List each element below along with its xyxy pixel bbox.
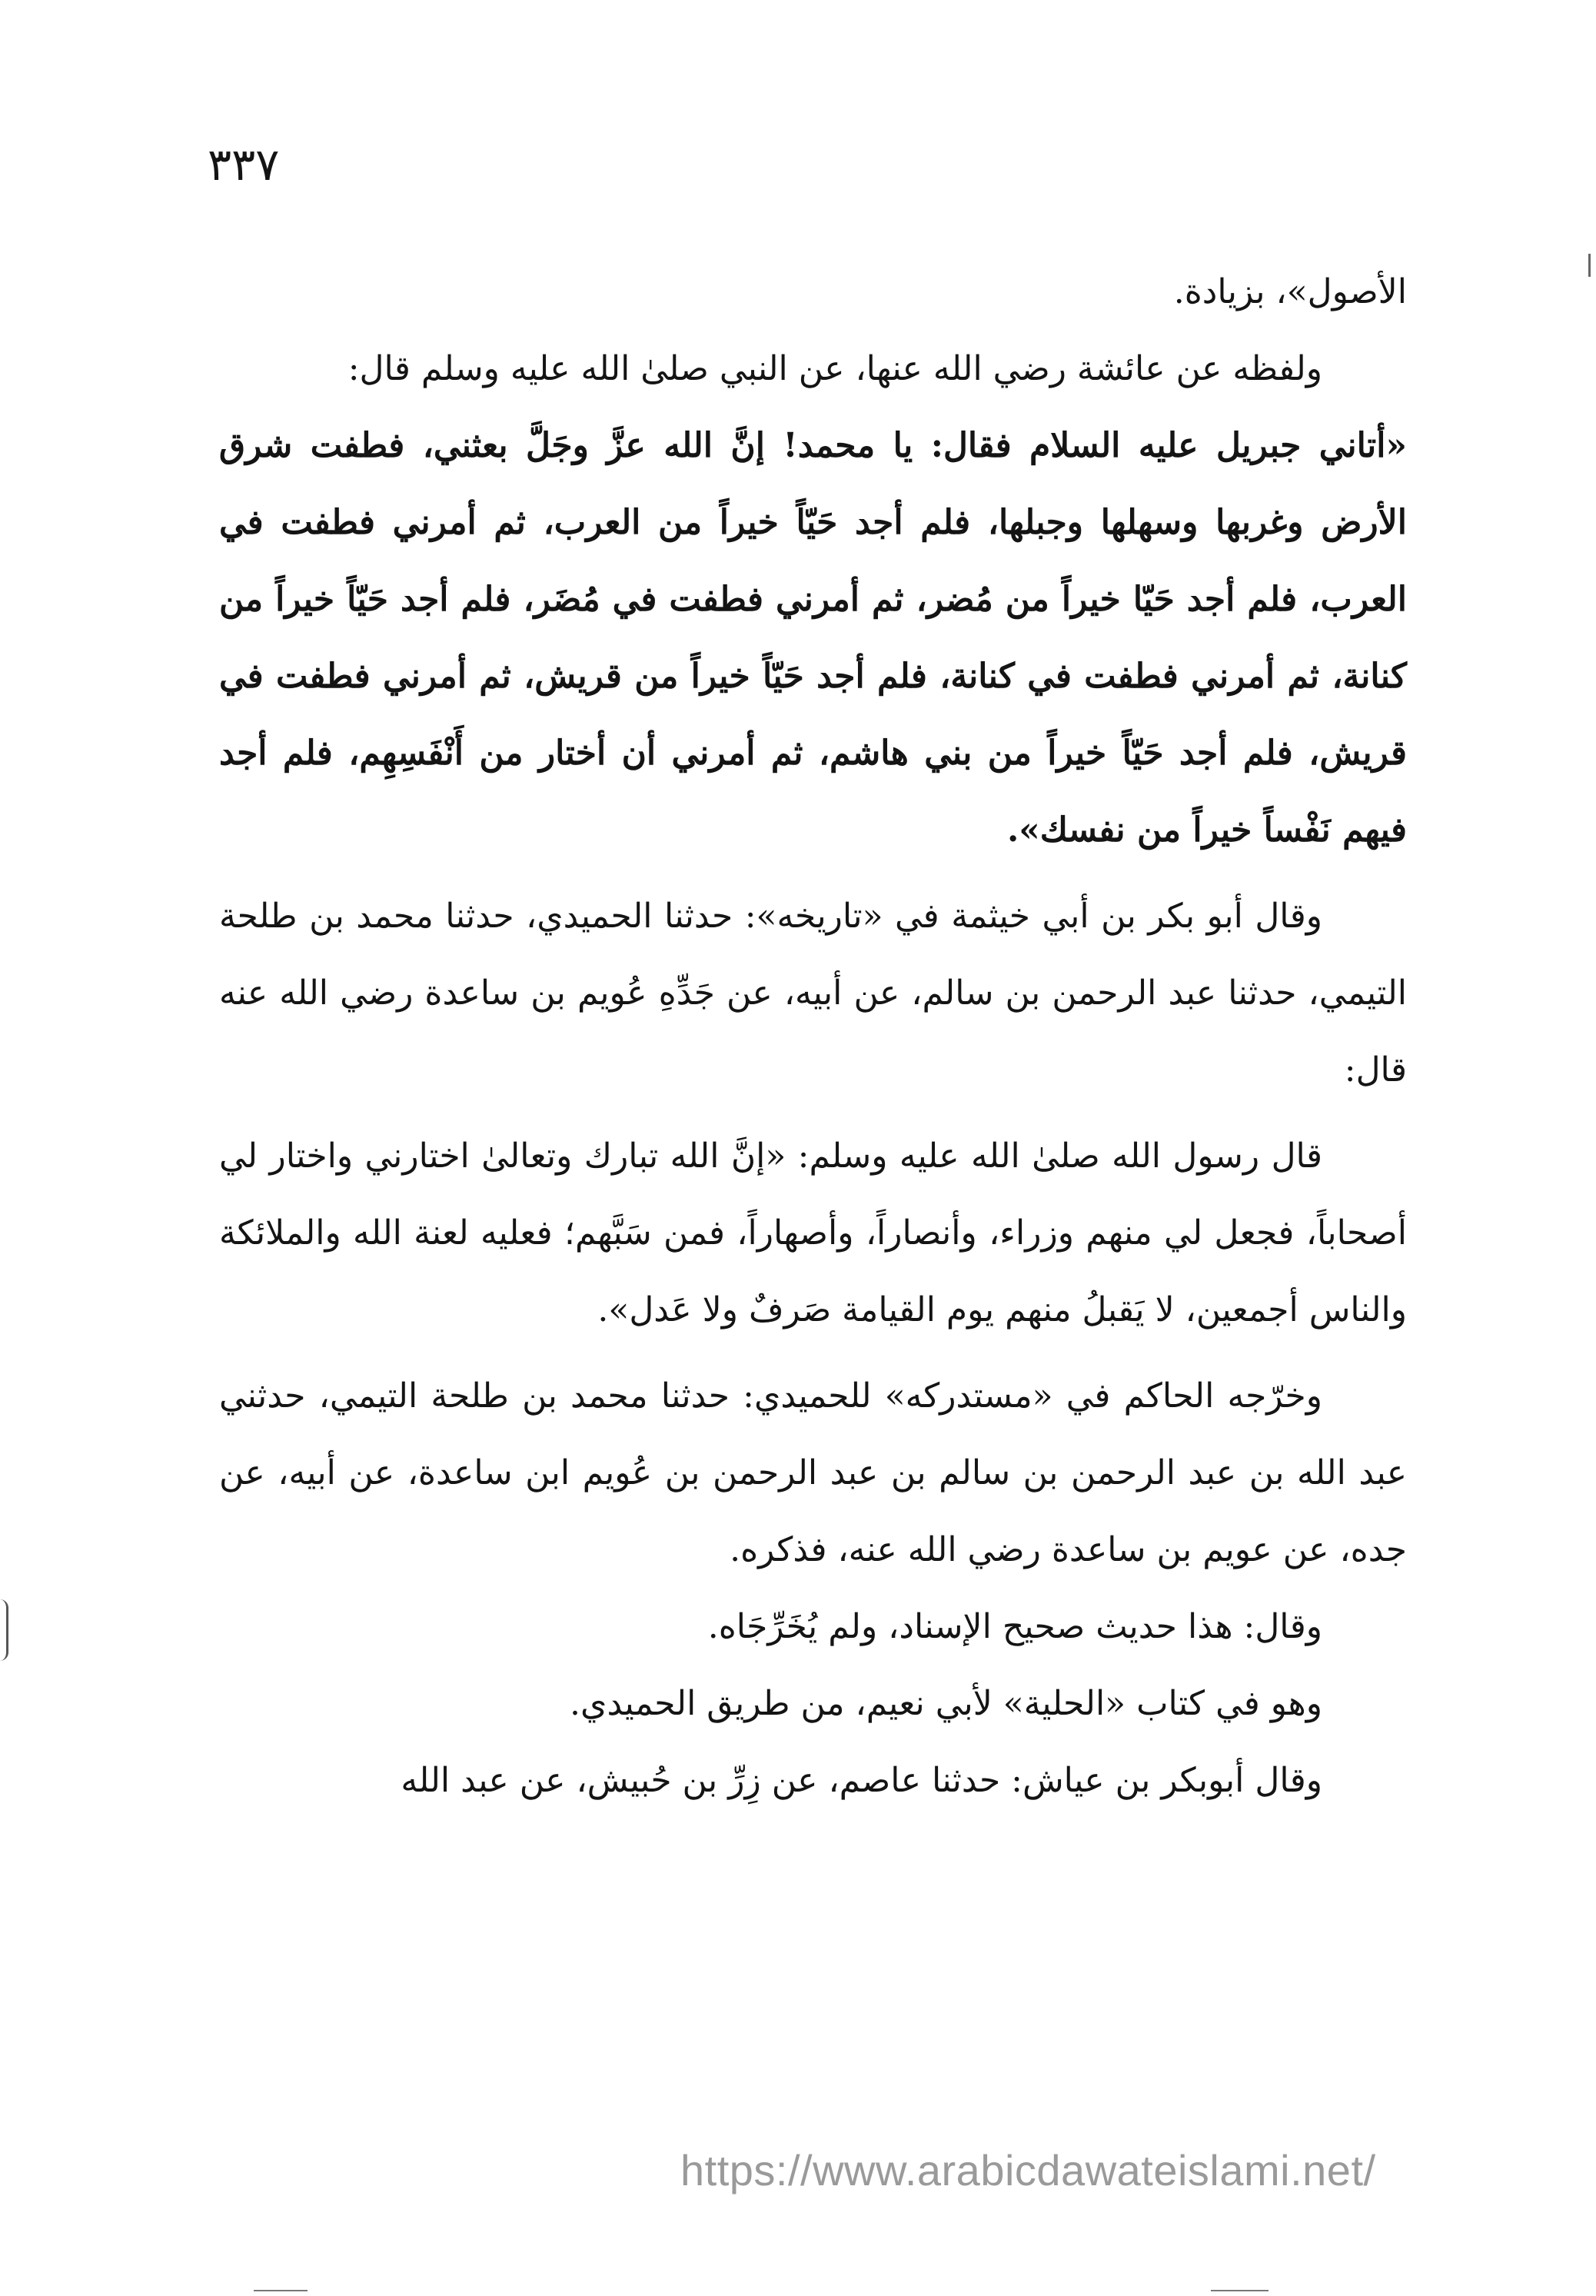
bottom-edge-line-right <box>1211 2290 1268 2291</box>
paragraph-8: وهو في كتاب «الحلية» لأبي نعيم، من طريق الحميدي. <box>570 1684 1322 1723</box>
watermark-url: https://www.arabicdawateislami.net/ <box>680 2146 1376 2195</box>
page-number: ٣٣٧ <box>208 138 280 191</box>
body-text <box>219 254 1407 1819</box>
paragraph-3-hadith: «أتاني جبريل عليه السلام فقال: يا محمد! إنَّ الله عزَّ وجَلَّ بعثني، فطفت شرق الأرض وغربها وسهلها وجبلها، فلم أجد حَيّاً خيراً من العرب، ثم أمرني فطفت في العرب، فلم أجد حَيّا خيراً من مُضر، ثم أمرني فطفت في مُضَر، فلم أجد حَيّاً خيراً من كنانة، ثم أمرني فطفت في كنانة، فلم أجد حَيّاً خيراً من قريش، ثم أمرني فطفت في قريش، فلم أجد حَيّاً خيراً من بني هاشم، ثم أمرني أن أختار من أَنْفَسِهِم، فلم أجد فيهم نَفْساً خيراً من نفسك». <box>219 426 1407 850</box>
paragraph-5-hadith: قال رسول الله صلىٰ الله عليه وسلم: «إنَّ الله تبارك وتعالىٰ اختارني واختار لي أصحاباً، فجعل لي منهم وزراء، وأنصاراً، وأصهاراً، فمن سَبَّهم؛ فعليه لعنة الله والملائكة والناس أجمعين، لا يَقبلُ منهم يوم القيامة صَرفٌ ولا عَدل». <box>219 1136 1407 1329</box>
paragraph-2: ولفظه عن عائشة رضي الله عنها، عن النبي صلىٰ الله عليه وسلم قال: <box>347 349 1322 388</box>
scan-binding-mark <box>0 1599 8 1661</box>
paragraph-7: وقال: هذا حديث صحيح الإسناد، ولم يُخَرِّجَاه. <box>707 1607 1322 1646</box>
paragraph-6: وخرّجه الحاكم في «مستدركه» للحميدي: حدثنا محمد بن طلحة التيمي، حدثني عبد الله بن عبد الرحمن بن سالم بن عبد الرحمن بن عُويم ابن ساعدة، عن أبيه، عن جده، عن عويم بن ساعدة رضي الله عنه، فذكره. <box>219 1376 1407 1569</box>
paragraph-4: وقال أبو بكر بن أبي خيثمة في «تاريخه»: حدثنا الحميدي، حدثنا محمد بن طلحة التيمي، حدثنا عبد الرحمن بن سالم، عن أبيه، عن جَدِّهِ عُويم بن ساعدة رضي الله عنه قال: <box>219 897 1407 1090</box>
scan-edge-mark <box>1588 254 1591 277</box>
paragraph-9: وقال أبوبكر بن عياش: حدثنا عاصم، عن زِرِّ بن حُبيش، عن عبد الله <box>401 1761 1322 1800</box>
bottom-edge-line-left <box>254 2290 308 2291</box>
paragraph-1: الأصول»، بزيادة. <box>1173 272 1407 311</box>
